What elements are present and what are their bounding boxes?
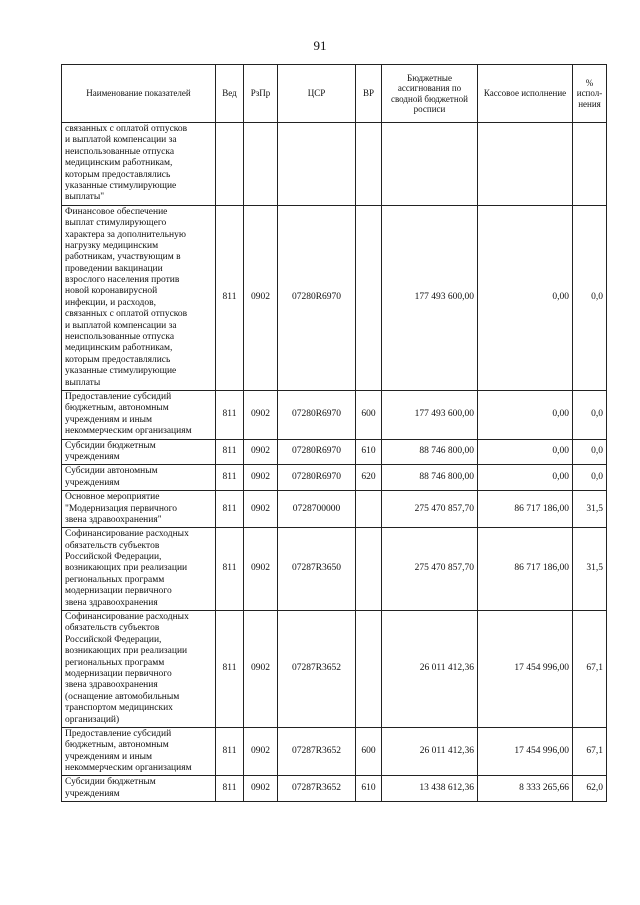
cell-cash: 86 717 186,00 (478, 528, 573, 611)
header-ved: Вед (216, 65, 244, 123)
cell-csr: 07280R6970 (278, 390, 356, 439)
cell-rzpr: 0902 (244, 776, 278, 802)
cell-assign: 275 470 857,70 (382, 528, 478, 611)
cell-name: Софинансирование расходных обязательств субъектов Российской Федерации, возникающих при реализации региональных программ модернизации первичного звена здравоохранения (оснащение автомобильным транспортом медицинских организаций) (62, 611, 216, 728)
header-csr: ЦСР (278, 65, 356, 123)
cell-name: Субсидии бюджетным учреждениям (62, 776, 216, 802)
cell-pct: 0,0 (573, 390, 607, 439)
cell-rzpr: 0902 (244, 465, 278, 491)
cell-csr: 07287R3652 (278, 727, 356, 776)
cell-vr (356, 611, 382, 728)
cell-vr: 600 (356, 727, 382, 776)
cell-vr (356, 205, 382, 390)
cell-assign: 13 438 612,36 (382, 776, 478, 802)
cell-vr (356, 123, 382, 206)
header-cash: Кассовое исполнение (478, 65, 573, 123)
cell-name: Предоставление субсидий бюджетным, автономным учреждениям и иным некоммерческим организациям (62, 727, 216, 776)
cell-pct: 31,5 (573, 528, 607, 611)
cell-pct: 0,0 (573, 205, 607, 390)
cell-assign: 88 746 800,00 (382, 439, 478, 465)
cell-csr (278, 123, 356, 206)
cell-csr: 07280R6970 (278, 205, 356, 390)
cell-ved: 811 (216, 491, 244, 528)
cell-rzpr: 0902 (244, 727, 278, 776)
table-row (62, 727, 607, 776)
table-row (62, 611, 607, 728)
cell-vr: 600 (356, 390, 382, 439)
cell-ved (216, 123, 244, 206)
cell-name: Субсидии бюджетным учреждениям (62, 439, 216, 465)
cell-rzpr: 0902 (244, 611, 278, 728)
cell-rzpr: 0902 (244, 390, 278, 439)
cell-pct: 62,0 (573, 776, 607, 802)
cell-assign: 275 470 857,70 (382, 491, 478, 528)
header-vr: ВР (356, 65, 382, 123)
cell-cash: 0,00 (478, 205, 573, 390)
cell-name: Финансовое обеспечение выплат стимулирующего характера за дополнительную нагрузку медицинским работникам, участвующим в проведении вакцинации взрослого населения против новой коронавирусной инфекции, и расходов, связанных с оплатой отпусков и выплатой компенсации за неиспользованные отпуска медицинским работникам, которым предоставлялись указанные стимулирующие выплаты (62, 205, 216, 390)
cell-assign: 177 493 600,00 (382, 205, 478, 390)
table-row (62, 776, 607, 802)
table-row (62, 528, 607, 611)
budget-table (61, 64, 607, 802)
cell-rzpr: 0902 (244, 491, 278, 528)
cell-vr: 620 (356, 465, 382, 491)
cell-vr: 610 (356, 776, 382, 802)
cell-pct: 0,0 (573, 439, 607, 465)
table-row (62, 439, 607, 465)
cell-csr: 07287R3652 (278, 776, 356, 802)
cell-ved: 811 (216, 776, 244, 802)
cell-cash: 0,00 (478, 390, 573, 439)
cell-csr: 07280R6970 (278, 439, 356, 465)
cell-csr: 07287R3650 (278, 528, 356, 611)
cell-ved: 811 (216, 727, 244, 776)
cell-pct: 0,0 (573, 465, 607, 491)
cell-assign: 26 011 412,36 (382, 611, 478, 728)
cell-pct (573, 123, 607, 206)
table-row (62, 123, 607, 206)
header-assign: Бюджетные ассигнования по сводной бюджетной росписи (382, 65, 478, 123)
cell-cash: 0,00 (478, 439, 573, 465)
table-row (62, 491, 607, 528)
cell-ved: 811 (216, 611, 244, 728)
cell-cash: 86 717 186,00 (478, 491, 573, 528)
cell-cash (478, 123, 573, 206)
cell-pct: 67,1 (573, 727, 607, 776)
cell-name: Субсидии автономным учреждениям (62, 465, 216, 491)
cell-pct: 31,5 (573, 491, 607, 528)
cell-csr: 07280R6970 (278, 465, 356, 491)
cell-assign: 177 493 600,00 (382, 390, 478, 439)
table-header-row (62, 65, 607, 123)
table-row (62, 390, 607, 439)
cell-name: Предоставление субсидий бюджетным, автономным учреждениям и иным некоммерческим организациям (62, 390, 216, 439)
header-name: Наименование показателей (62, 65, 216, 123)
cell-vr (356, 491, 382, 528)
cell-assign: 88 746 800,00 (382, 465, 478, 491)
cell-pct: 67,1 (573, 611, 607, 728)
cell-assign: 26 011 412,36 (382, 727, 478, 776)
cell-csr: 0728700000 (278, 491, 356, 528)
cell-name: связанных с оплатой отпусков и выплатой компенсации за неиспользованные отпуска медицинским работникам, которым предоставлялись указанные стимулирующие выплаты" (62, 123, 216, 206)
table-row (62, 465, 607, 491)
cell-name: Основное мероприятие "Модернизация первичного звена здравоохранения" (62, 491, 216, 528)
cell-cash: 17 454 996,00 (478, 727, 573, 776)
cell-ved: 811 (216, 390, 244, 439)
table-body (62, 123, 607, 802)
cell-rzpr: 0902 (244, 528, 278, 611)
header-rzpr: РзПр (244, 65, 278, 123)
cell-cash: 8 333 265,66 (478, 776, 573, 802)
page-number: 91 (313, 38, 327, 53)
header-pct: % испол-нения (573, 65, 607, 123)
cell-vr (356, 528, 382, 611)
cell-ved: 811 (216, 528, 244, 611)
cell-name: Софинансирование расходных обязательств субъектов Российской Федерации, возникающих при реализации региональных программ модернизации первичного звена здравоохранения (62, 528, 216, 611)
cell-assign (382, 123, 478, 206)
cell-csr: 07287R3652 (278, 611, 356, 728)
cell-cash: 0,00 (478, 465, 573, 491)
cell-ved: 811 (216, 465, 244, 491)
cell-ved: 811 (216, 439, 244, 465)
cell-rzpr: 0902 (244, 205, 278, 390)
cell-rzpr: 0902 (244, 439, 278, 465)
cell-rzpr (244, 123, 278, 206)
table-row (62, 205, 607, 390)
cell-cash: 17 454 996,00 (478, 611, 573, 728)
cell-vr: 610 (356, 439, 382, 465)
cell-ved: 811 (216, 205, 244, 390)
